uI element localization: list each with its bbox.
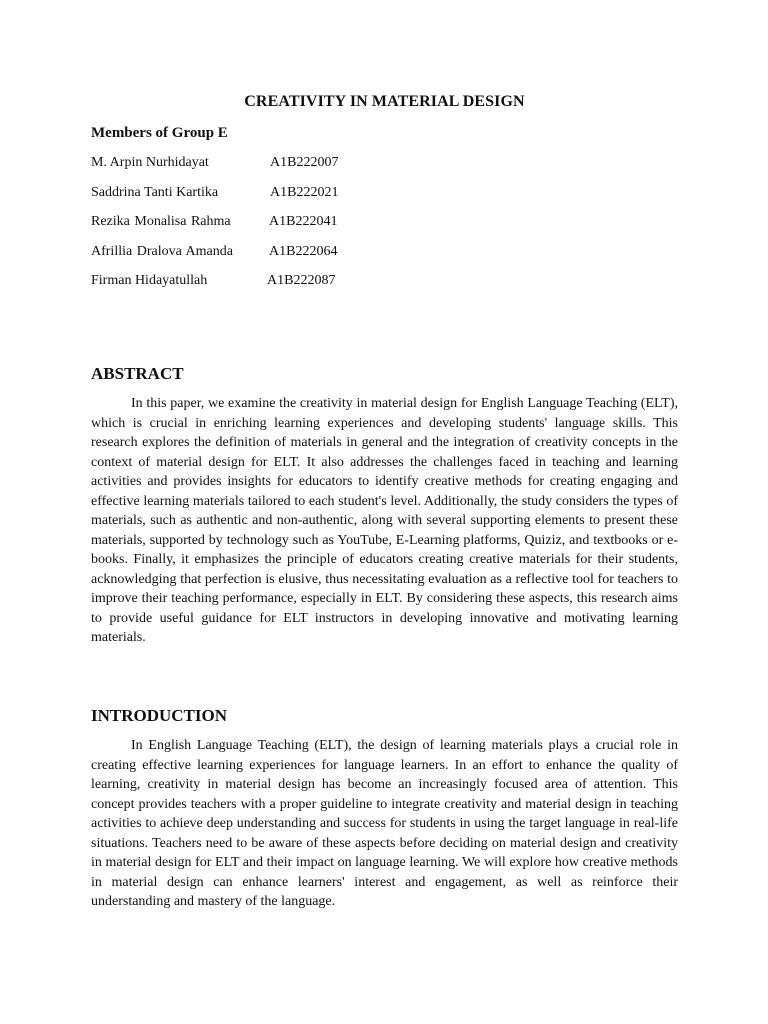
member-id: A1B222021 — [270, 185, 339, 200]
member-name: Firman Hidayatullah — [91, 273, 208, 288]
member-name: M. Arpin Nurhidayat — [91, 155, 209, 170]
members-heading: Members of Group E — [91, 125, 228, 141]
abstract-heading: ABSTRACT — [91, 364, 184, 383]
member-id: A1B222041 — [269, 214, 338, 229]
member-name: Rezika Monalisa Rahma — [91, 214, 231, 229]
introduction-heading: INTRODUCTION — [91, 706, 228, 725]
member-name: Saddrina Tanti Kartika — [91, 185, 219, 200]
member-id: A1B222007 — [270, 155, 339, 170]
member-name: Afrillia Dralova Amanda — [91, 244, 233, 259]
introduction-paragraph: In English Language Teaching (ELT), the design of learning materials plays a crucial role in creating effective learning experiences for language learners. In an effort to enhance the quality of learning, creativity in material design has become an increasingly focused area of attention. This concept provides teachers with a proper guideline to integrate creativity and material design in teaching activities to achieve deep understanding and success for students in using the target language in real-life situations. Teachers need to be aware of these aspects before deciding on material design and creativity in material design for ELT and their impact on language learning. We will explore how creative methods in material design can enhance learners' interest and engagement, as well as reinforce their understanding and mastery of the language. — [91, 738, 678, 909]
document-title: CREATIVITY IN MATERIAL DESIGN — [244, 93, 525, 110]
member-id: A1B222064 — [269, 244, 338, 259]
member-id: A1B222087 — [267, 273, 336, 288]
abstract-paragraph: In this paper, we examine the creativity in material design for English Language Teaching (ELT), which is crucial in enriching learning experiences and developing students' language skills. This research explores the definition of materials in general and the integration of creativity concepts in the context of material design for ELT. It also addresses the challenges faced in teaching and learning activities and provides insights for educators to identify creative methods for creating engaging and effective learning materials tailored to each student's level. Additionally, the study considers the types of materials, such as authentic and non-authentic, along with several supporting elements to present these materials, supported by technology such as YouTube, E-Learning platforms, Quiziz, and textbooks or e-books. Finally, it emphasizes the principle of educators creating creative materials for their students, acknowledging that perfection is elusive, thus necessitating evaluation as a reflective tool for teachers to improve their teaching performance, especially in ELT. By considering these aspects, this research aims to provide useful guidance for ELT instructors in developing innovative and motivating learning materials. — [91, 396, 678, 645]
